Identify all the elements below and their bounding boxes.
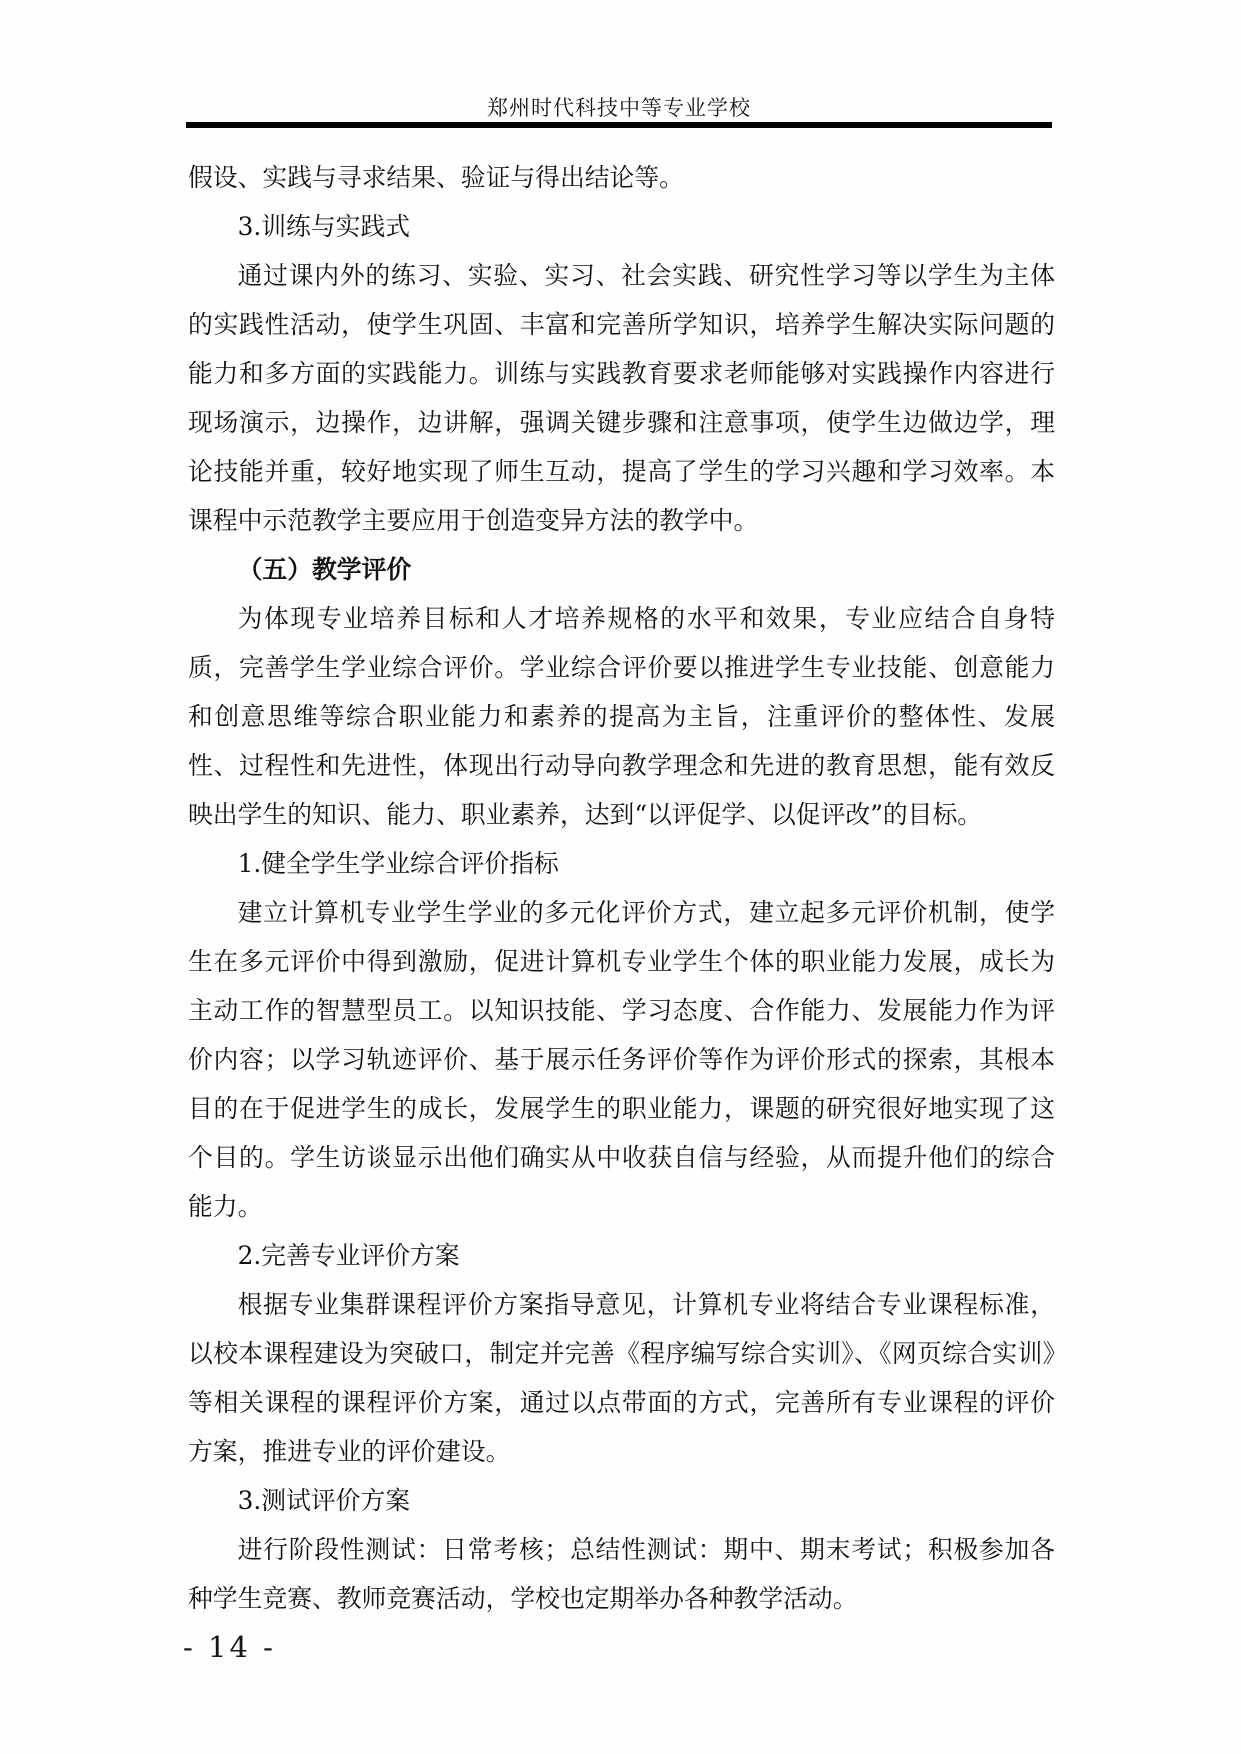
heading-test-evaluation-scheme: 3.测试评价方案 [237, 1486, 411, 1515]
paragraph-training-practice: 通过课内外的练习、实验、实习、社会实践、研究性学习等以学生为主体的实践性活动，使学生巩固、丰富和完善所学知识，培养学生解决实际问题的能力和多方面的实践能力。训练与实践教育要求老师能够对实践操作内容进行现场演示，边操作，边讲解，强调关键步骤和注意事项，使学生边做边学，理论技能并重，较好地实现了师生互动，提高了学生的学习兴趣和学习效率。本课程中示范教学主要应用于创造变异方法的教学中。 [188, 261, 1055, 535]
header-rule [186, 122, 1052, 128]
footer-page-number: - 14 - [183, 1630, 276, 1664]
paragraph-test-evaluation-scheme: 进行阶段性测试：日常考核；总结性测试：期中、期末考试；积极参加各种学生竞赛、教师竞赛活动，学校也定期举办各种教学活动。 [188, 1535, 1055, 1613]
heading-evaluation-scheme: 2.完善专业评价方案 [237, 1241, 460, 1270]
heading-evaluation-indicators: 1.健全学生学业综合评价指标 [237, 849, 559, 878]
paragraph-evaluation-indicators: 建立计算机专业学生学业的多元化评价方式，建立起多元评价机制，使学生在多元评价中得到激励，促进计算机专业学生个体的职业能力发展，成长为主动工作的智慧型员工。以知识技能、学习态度、合作能力、发展能力作为评价内容；以学习轨迹评价、基于展示任务评价等作为评价形式的探索，其根本目的在于促进学生的成长，发展学生的职业能力，课题的研究很好地实现了这个目的。学生访谈显示出他们确实从中收获自信与经验，从而提升他们的综合能力。 [188, 898, 1055, 1221]
heading-training-practice: 3.训练与实践式 [237, 212, 411, 241]
document-body [188, 153, 1055, 1623]
page-header-school-name: 郑州时代科技中等专业学校 [487, 96, 751, 120]
paragraph-evaluation-scheme: 根据专业集群课程评价方案指导意见，计算机专业将结合专业课程标准，以校本课程建设为突破口，制定并完善《程序编写综合实训》、《网页综合实训》等相关课程的课程评价方案，通过以点带面的方式，完善所有专业课程的评价方案，推进专业的评价建设。 [188, 1290, 1055, 1466]
heading-teaching-evaluation: （五）教学评价 [237, 555, 412, 584]
paragraph-continuation: 假设、实践与寻求结果、验证与得出结论等。 [188, 163, 684, 192]
paragraph-teaching-evaluation-intro: 为体现专业培养目标和人才培养规格的水平和效果，专业应结合自身特质，完善学生学业综合评价。学业综合评价要以推进学生专业技能、创意能力和创意思维等综合职业能力和素养的提高为主旨，注重评价的整体性、发展性、过程性和先进性，体现出行动导向教学理念和先进的教育思想，能有效反映出学生的知识、能力、职业素养，达到“以评促学、以促评改”的目标。 [188, 604, 1055, 829]
